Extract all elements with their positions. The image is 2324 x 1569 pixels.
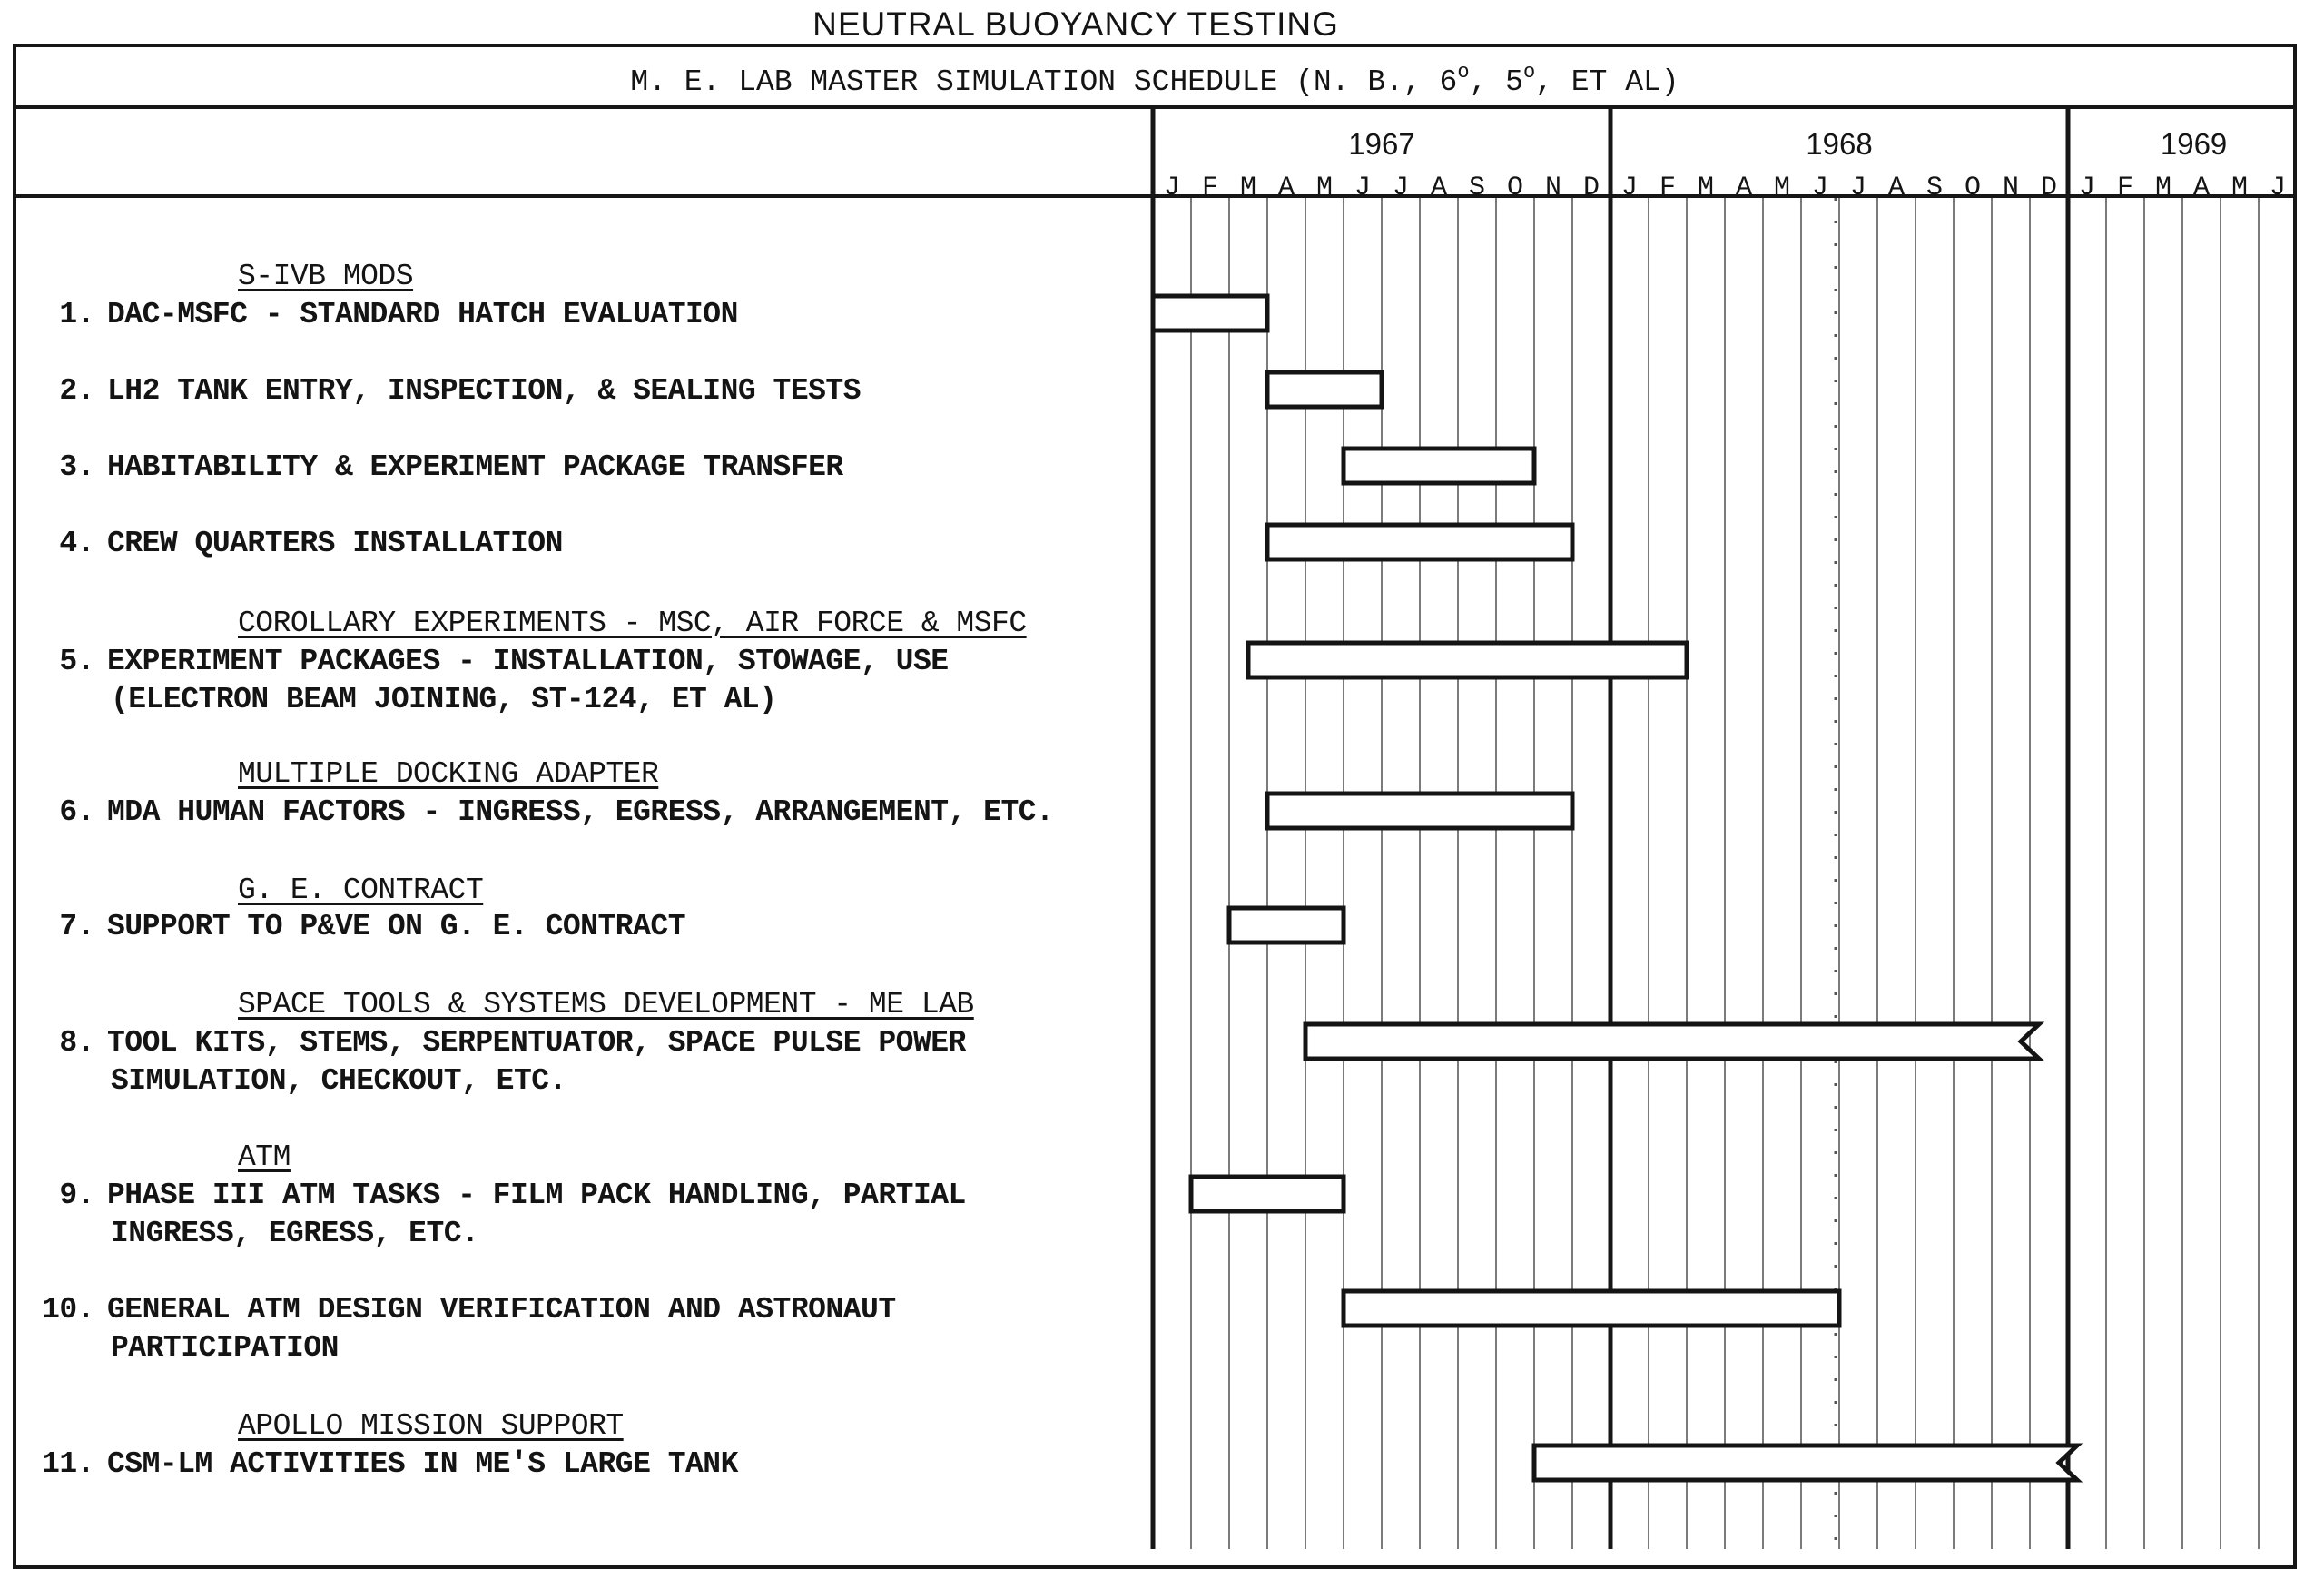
task-number: 4. [59, 527, 94, 560]
section-heading: SPACE TOOLS & SYSTEMS DEVELOPMENT - ME LAB [238, 988, 974, 1021]
degree-mark-2: o [1522, 61, 1536, 84]
month-label: M [1315, 173, 1334, 203]
month-label: M [2230, 173, 2249, 203]
task-description-line: GENERAL ATM DESIGN VERIFICATION AND ASTRONAUT [107, 1293, 896, 1327]
task-number: 5. [59, 645, 94, 678]
month-label: M [1773, 173, 1791, 203]
month-label: J [1811, 173, 1829, 203]
month-label: A [1887, 173, 1905, 203]
month-label: J [1849, 173, 1867, 203]
month-label: F [2116, 173, 2134, 203]
month-label: J [1163, 173, 1181, 203]
task-description-line: CSM-LM ACTIVITIES IN ME'S LARGE TANK [107, 1447, 738, 1481]
task-bar-continuing [1305, 1024, 2039, 1059]
task-number: 11. [42, 1447, 94, 1481]
degree-mark-1: o [1457, 61, 1470, 84]
task-description-line: LH2 TANK ENTRY, INSPECTION, & SEALING TESTS [107, 374, 862, 408]
month-label: A [1277, 173, 1295, 203]
task-bar [1344, 449, 1534, 483]
month-label: F [1659, 173, 1677, 203]
year-label: 1967 [1348, 127, 1415, 161]
task-bar [1229, 908, 1344, 942]
section-heading: G. E. CONTRACT [238, 873, 484, 907]
task-bar [1267, 372, 1382, 407]
month-label: D [2040, 173, 2058, 203]
task-description-line: INGRESS, EGRESS, ETC. [111, 1217, 479, 1250]
section-heading: ATM [238, 1140, 290, 1174]
task-number: 8. [59, 1026, 94, 1060]
month-label: N [2002, 173, 2020, 203]
task-bar [1267, 794, 1572, 828]
subtitle-part-3: , ET AL) [1535, 65, 1679, 99]
task-description-line: PHASE III ATM TASKS - FILM PACK HANDLING, PARTIAL [107, 1179, 966, 1212]
month-label: J [1354, 173, 1372, 203]
month-label: S [1468, 173, 1486, 203]
task-description-line: HABITABILITY & EXPERIMENT PACKAGE TRANSFER [107, 450, 843, 484]
subtitle-part-1: M. E. LAB MASTER SIMULATION SCHEDULE (N. B., 6 [630, 65, 1458, 99]
month-label: O [1964, 173, 1982, 203]
month-label: M [1239, 173, 1257, 203]
task-description-line: CREW QUARTERS INSTALLATION [107, 527, 563, 560]
month-label: J [1620, 173, 1639, 203]
year-label: 1969 [2160, 127, 2228, 161]
task-bar [1267, 525, 1572, 559]
section-heading: APOLLO MISSION SUPPORT [238, 1409, 624, 1443]
task-description-line: SUPPORT TO P&VE ON G. E. CONTRACT [107, 910, 686, 943]
task-bar [1153, 296, 1267, 331]
subtitle-part-2: , 5 [1469, 65, 1523, 99]
section-heading: MULTIPLE DOCKING ADAPTER [238, 757, 659, 791]
section-heading: S-IVB MODS [238, 260, 414, 293]
month-label: F [1201, 173, 1219, 203]
month-label: A [2192, 173, 2211, 203]
task-description-line: TOOL KITS, STEMS, SERPENTUATOR, SPACE PULSE POWER [107, 1026, 966, 1060]
task-description-line: SIMULATION, CHECKOUT, ETC. [111, 1064, 566, 1098]
task-number: 10. [42, 1293, 94, 1327]
task-description-line: DAC-MSFC - STANDARD HATCH EVALUATION [107, 298, 738, 331]
task-description-line: (ELECTRON BEAM JOINING, ST-124, ET AL) [111, 683, 777, 716]
task-number: 1. [59, 298, 94, 331]
month-label: J [1392, 173, 1410, 203]
month-label: J [2269, 173, 2287, 203]
task-number: 7. [59, 910, 94, 943]
task-bar [1191, 1177, 1344, 1211]
month-label: O [1506, 173, 1524, 203]
month-label: J [2078, 173, 2096, 203]
task-number: 3. [59, 450, 94, 484]
month-label: N [1544, 173, 1562, 203]
task-description-line: PARTICIPATION [111, 1331, 339, 1365]
year-label: 1968 [1806, 127, 1873, 161]
month-label: A [1430, 173, 1448, 203]
month-label: D [1582, 173, 1600, 203]
section-heading: COROLLARY EXPERIMENTS - MSC, AIR FORCE & MSFC [238, 607, 1027, 640]
month-label: M [1697, 173, 1715, 203]
month-label: M [2154, 173, 2172, 203]
task-number: 9. [59, 1179, 94, 1212]
task-bar [1344, 1291, 1839, 1326]
task-number: 6. [59, 795, 94, 829]
task-description-line: EXPERIMENT PACKAGES - INSTALLATION, STOWAGE, USE [107, 645, 949, 678]
document-title: NEUTRAL BUOYANCY TESTING [812, 5, 1339, 43]
task-bar-continuing [1534, 1446, 2077, 1480]
task-description-line: MDA HUMAN FACTORS - INGRESS, EGRESS, ARRANGEMENT, ETC. [107, 795, 1054, 829]
task-number: 2. [59, 374, 94, 408]
task-bar [1248, 643, 1687, 677]
month-label: S [1925, 173, 1944, 203]
month-label: A [1735, 173, 1753, 203]
